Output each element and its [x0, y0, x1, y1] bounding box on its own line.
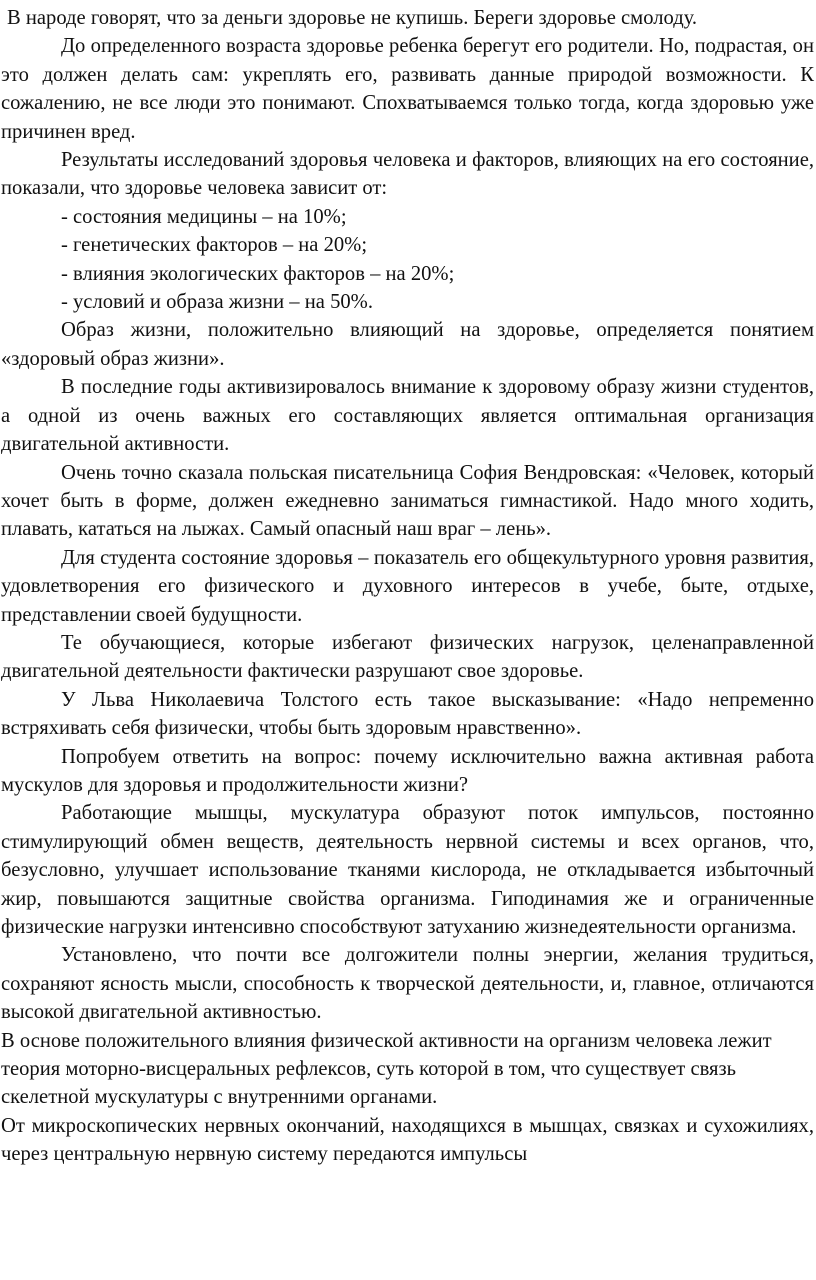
paragraph-avoid-exercise: Те обучающиеся, которые избегают физических нагрузок, целенаправленной двигательной деятельности фактически разрушают свое здоровье. — [1, 631, 814, 683]
paragraph-health-proverb: В народе говорят, что за деньги здоровье не купишь. Береги здоровье смолоду. — [7, 7, 698, 29]
list-item-lifestyle: - условий и образа жизни – на 50%. — [61, 291, 373, 314]
paragraph-motor-visceral-reflexes: В основе положительного влияния физической активности на организм человека лежит теория моторно-висцеральных рефлексов, суть которой в том, что существует связь скелетной мускулатуры с внутренними органами. — [1, 1029, 772, 1109]
list-item-medicine: - состояния медицины – на 10%; — [61, 205, 347, 228]
list-item-genetics: - генетических факторов – на 20%; — [61, 234, 368, 257]
paragraph-working-muscles: Работающие мышцы, мускулатура образуют поток импульсов, постоянно стимулирующий обмен веществ, деятельность нервной системы и всех органов, что, безусловно, улучшает использование тканями кислорода, не откладывается избыточный жир, повышаются защитные свойства организма. Гиподинамия же и ограниченные физические нагрузки интенсивно способствуют затуханию жизнедеятельности организма. — [1, 802, 814, 938]
list-item-ecology: - влияния экологических факторов – на 20%; — [61, 262, 455, 285]
paragraph-research-results: Результаты исследований здоровья человека и факторов, влияющих на его состояние, показали, что здоровье человека зависит от: — [1, 149, 814, 200]
paragraph-students-activity: В последние годы активизировалось внимание к здоровому образу жизни студентов, а одной из очень важных его составляющих является оптимальная организация двигательной активности. — [1, 376, 814, 456]
paragraph-healthy-lifestyle: Образ жизни, положительно влияющий на здоровье, определяется понятием «здоровый образ жизни». — [1, 319, 814, 370]
paragraph-long-livers: Установлено, что почти все долгожители полны энергии, желания трудиться, сохраняют ясность мысли, способность к творческой деятельности, и, главное, отличаются высокой двигательной активностью. — [1, 944, 814, 1024]
paragraph-student-health: Для студента состояние здоровья – показатель его общекультурного уровня развития, удовлетворения его физического и духовного интересов в учебе, быте, отдыхе, представлении своей будущности. — [1, 546, 814, 626]
paragraph-wendrowska-quote: Очень точно сказала польская писательница София Вендровская: «Человек, который хочет быть в форме, должен ежедневно заниматься гимнастикой. Надо много ходить, плавать, кататься на лыжах. Самый опасный наш враг – лень». — [1, 461, 814, 541]
paragraph-tolstoy-quote: У Льва Николаевича Толстого есть такое высказывание: «Надо непременно встряхивать себя физически, чтобы быть здоровым нравственно». — [1, 688, 814, 740]
paragraph-nerve-endings: От микроскопических нервных окончаний, находящихся в мышцах, связках и сухожилиях, через центральную нервную систему передаются импульсы — [1, 1114, 814, 1166]
paragraph-parents-care: До определенного возраста здоровье ребенка берегут его родители. Но, подрастая, он это должен делать сам: укреплять его, развивать данные природой возможности. К сожалению, не все люди это понимают. Спохватываемся только тогда, когда здоровью уже причинен вред. — [1, 35, 814, 143]
paragraph-question: Попробуем ответить на вопрос: почему исключительно важна активная работа мускулов для здоровья и продолжительности жизни? — [1, 745, 814, 796]
